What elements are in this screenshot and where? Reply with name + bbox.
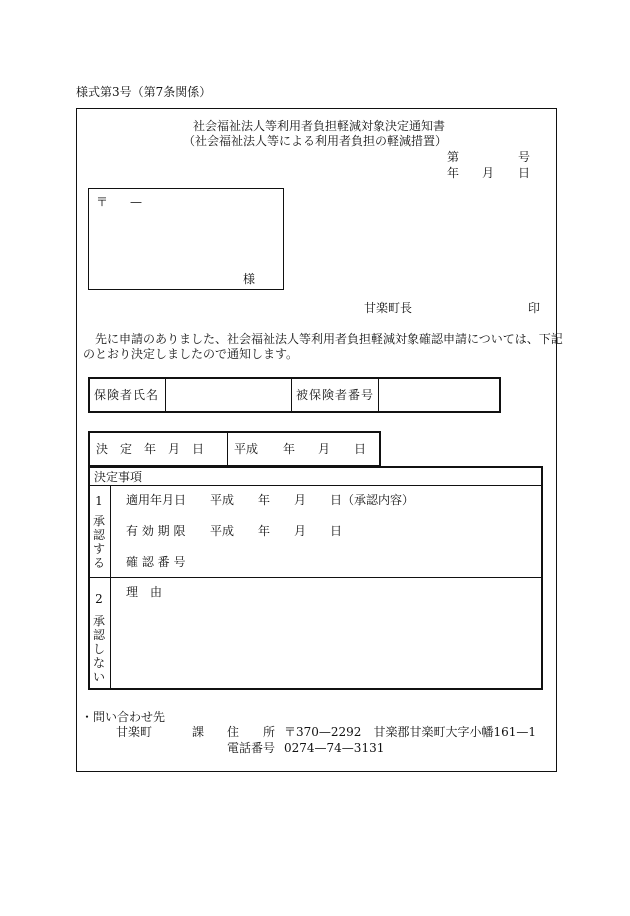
reject-number: 2	[95, 592, 103, 606]
insured-divider-1	[165, 377, 166, 413]
doc-number-prefix: 第	[447, 150, 460, 164]
contact-heading: ・問い合わせ先	[81, 710, 166, 724]
reject-vertical-label: 承認しない	[92, 614, 105, 684]
honorific-sama: 様	[243, 272, 256, 286]
decision-date-label: 決 定 年 月 日	[96, 442, 205, 456]
form-subtitle: （社会福祉法人等による利用者負担の軽減措置）	[182, 134, 447, 148]
contact-address-value: 〒370—2292 甘楽郡甘楽町大字小幡161—1	[284, 725, 536, 739]
applicable-date-label: 適用年月日	[126, 493, 187, 507]
insured-divider-3	[378, 377, 379, 413]
contact-address-label: 住 所	[227, 725, 276, 739]
reason-label: 理 由	[126, 585, 163, 599]
matters-header: 決定事項	[94, 470, 143, 484]
contact-office: 甘楽町	[116, 725, 153, 739]
date-year: 年	[447, 166, 460, 180]
date-month: 月	[482, 166, 495, 180]
approve-vertical-label: 承認する	[92, 514, 105, 570]
postal-mark: 〒	[96, 195, 109, 209]
doc-number-suffix: 号	[518, 150, 531, 164]
approve-number: 1	[95, 494, 103, 508]
validity-value: 平成 年 月 日	[210, 524, 343, 538]
decision-date-year: 年	[283, 442, 296, 456]
decision-date-era: 平成	[234, 442, 259, 456]
insured-divider-2	[291, 377, 292, 413]
decision-date-month: 月	[318, 442, 331, 456]
body-text-line1: 先に申請のありました、社会福祉法人等利用者負担軽減対象確認申請については、下記	[95, 332, 563, 346]
applicable-date-value: 平成 年 月 日（承認内容）	[210, 493, 415, 507]
decision-date-day: 日	[354, 442, 367, 456]
validity-label: 有 効 期 限	[126, 524, 186, 538]
decision-date-divider	[227, 431, 228, 467]
contact-section: 課	[192, 725, 205, 739]
confirmation-number-label: 確 認 番 号	[126, 555, 186, 569]
contact-phone-label: 電話番号	[227, 741, 276, 755]
form-number: 様式第3号（第7条関係）	[76, 85, 212, 99]
insured-name-label: 保険者氏名	[94, 388, 160, 402]
issuer-name: 甘楽町長	[364, 301, 413, 315]
matters-header-rule	[88, 485, 543, 486]
date-day: 日	[518, 166, 531, 180]
seal-mark: 印	[528, 301, 541, 315]
matters-column-rule	[110, 485, 111, 690]
matters-section-rule	[88, 577, 543, 578]
postal-dash: —	[130, 195, 142, 209]
insured-number-label: 被保険者番号	[296, 388, 375, 402]
contact-phone-value: 0274—74—3131	[284, 741, 385, 755]
form-title: 社会福祉法人等利用者負担軽減対象決定通知書	[192, 119, 445, 133]
body-text-line2: のとおり決定しましたので通知します。	[83, 347, 299, 361]
